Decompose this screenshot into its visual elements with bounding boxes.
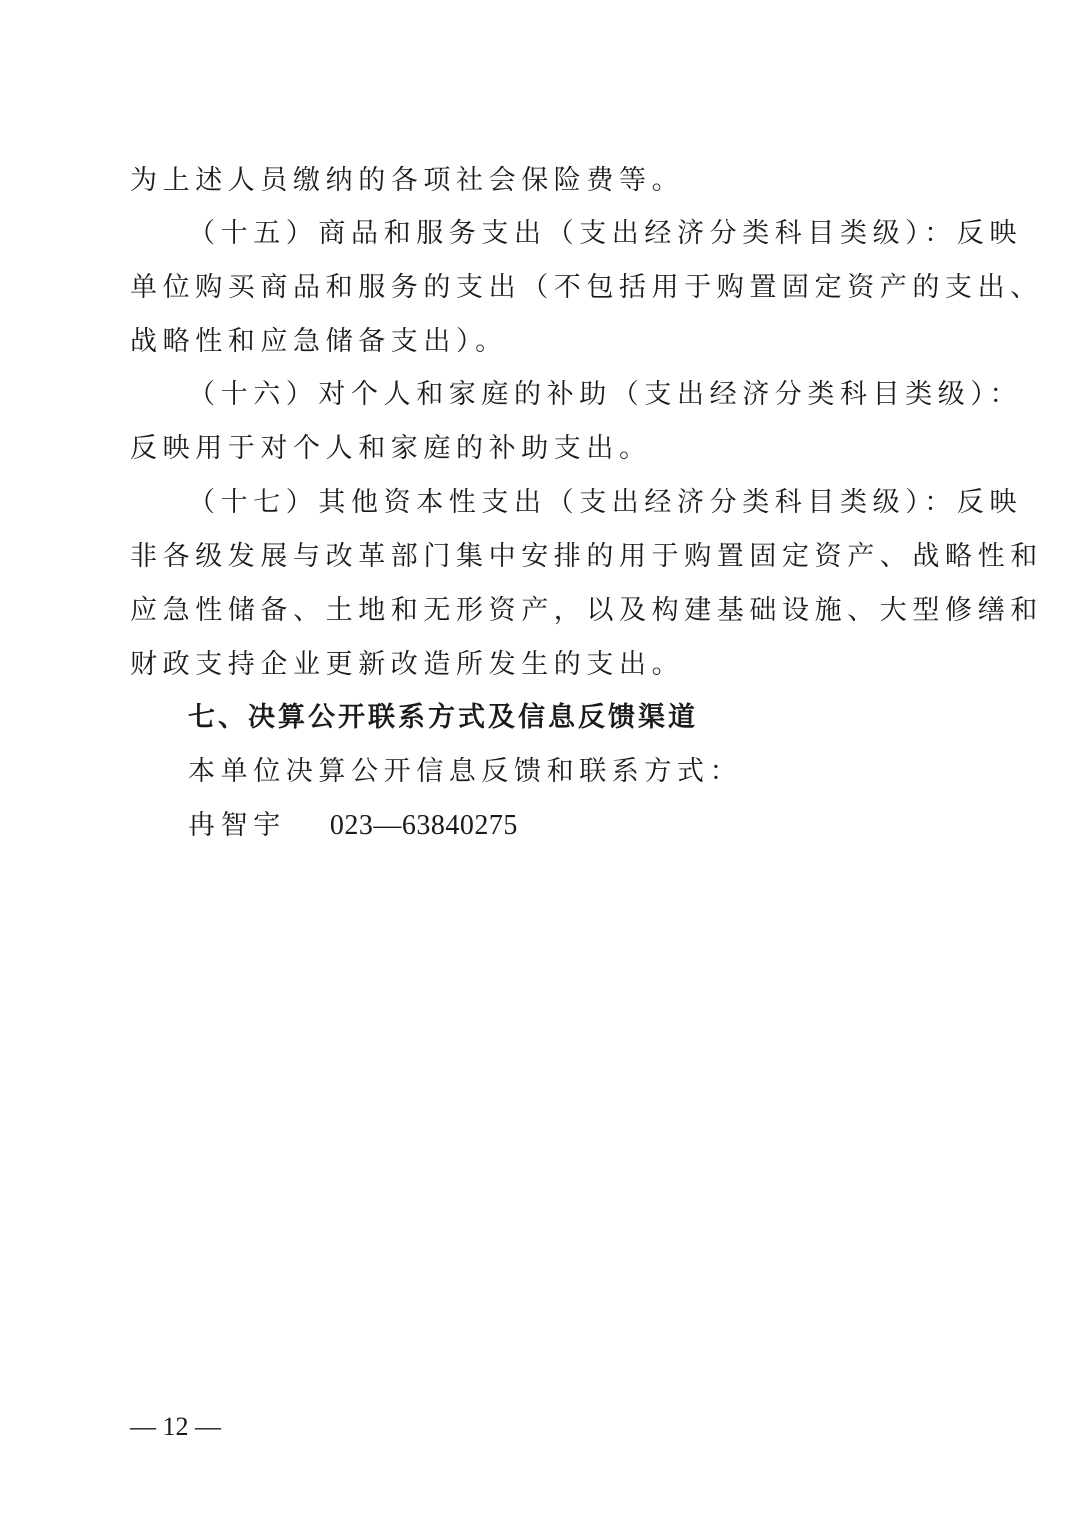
body-line-10: 财政支持企业更新改造所发生的支出。	[130, 649, 685, 680]
body-line-5: （十六）对个人和家庭的补助（支出经济分类科目类级）：	[188, 379, 1023, 410]
body-line-2: （十五）商品和服务支出（支出经济分类科目类级）：反映	[188, 218, 1023, 249]
body-line-8: 非各级发展与改革部门集中安排的用于购置固定资产、战略性和	[130, 541, 1043, 572]
body-line-9: 应急性储备、土地和无形资产，以及构建基础设施、大型修缮和	[130, 595, 1043, 626]
body-line-3: 单位购买商品和服务的支出（不包括用于购置固定资产的支出、	[130, 272, 1043, 303]
body-line-7: （十七）其他资本性支出（支出经济分类科目类级）：反映	[188, 487, 1023, 518]
contact-name: 冉智宇	[188, 810, 286, 841]
body-line-4: 战略性和应急储备支出）。	[130, 326, 508, 357]
section-heading: 七、决算公开联系方式及信息反馈渠道	[188, 702, 698, 733]
body-line-6: 反映用于对个人和家庭的补助支出。	[130, 433, 652, 464]
contact-intro: 本单位决算公开信息反馈和联系方式：	[188, 756, 743, 787]
body-line-1: 为上述人员缴纳的各项社会保险费等。	[130, 165, 685, 196]
page-number: — 12 —	[130, 1412, 221, 1441]
contact-line	[188, 808, 1008, 844]
contact-phone: 023—63840275	[329, 810, 518, 841]
